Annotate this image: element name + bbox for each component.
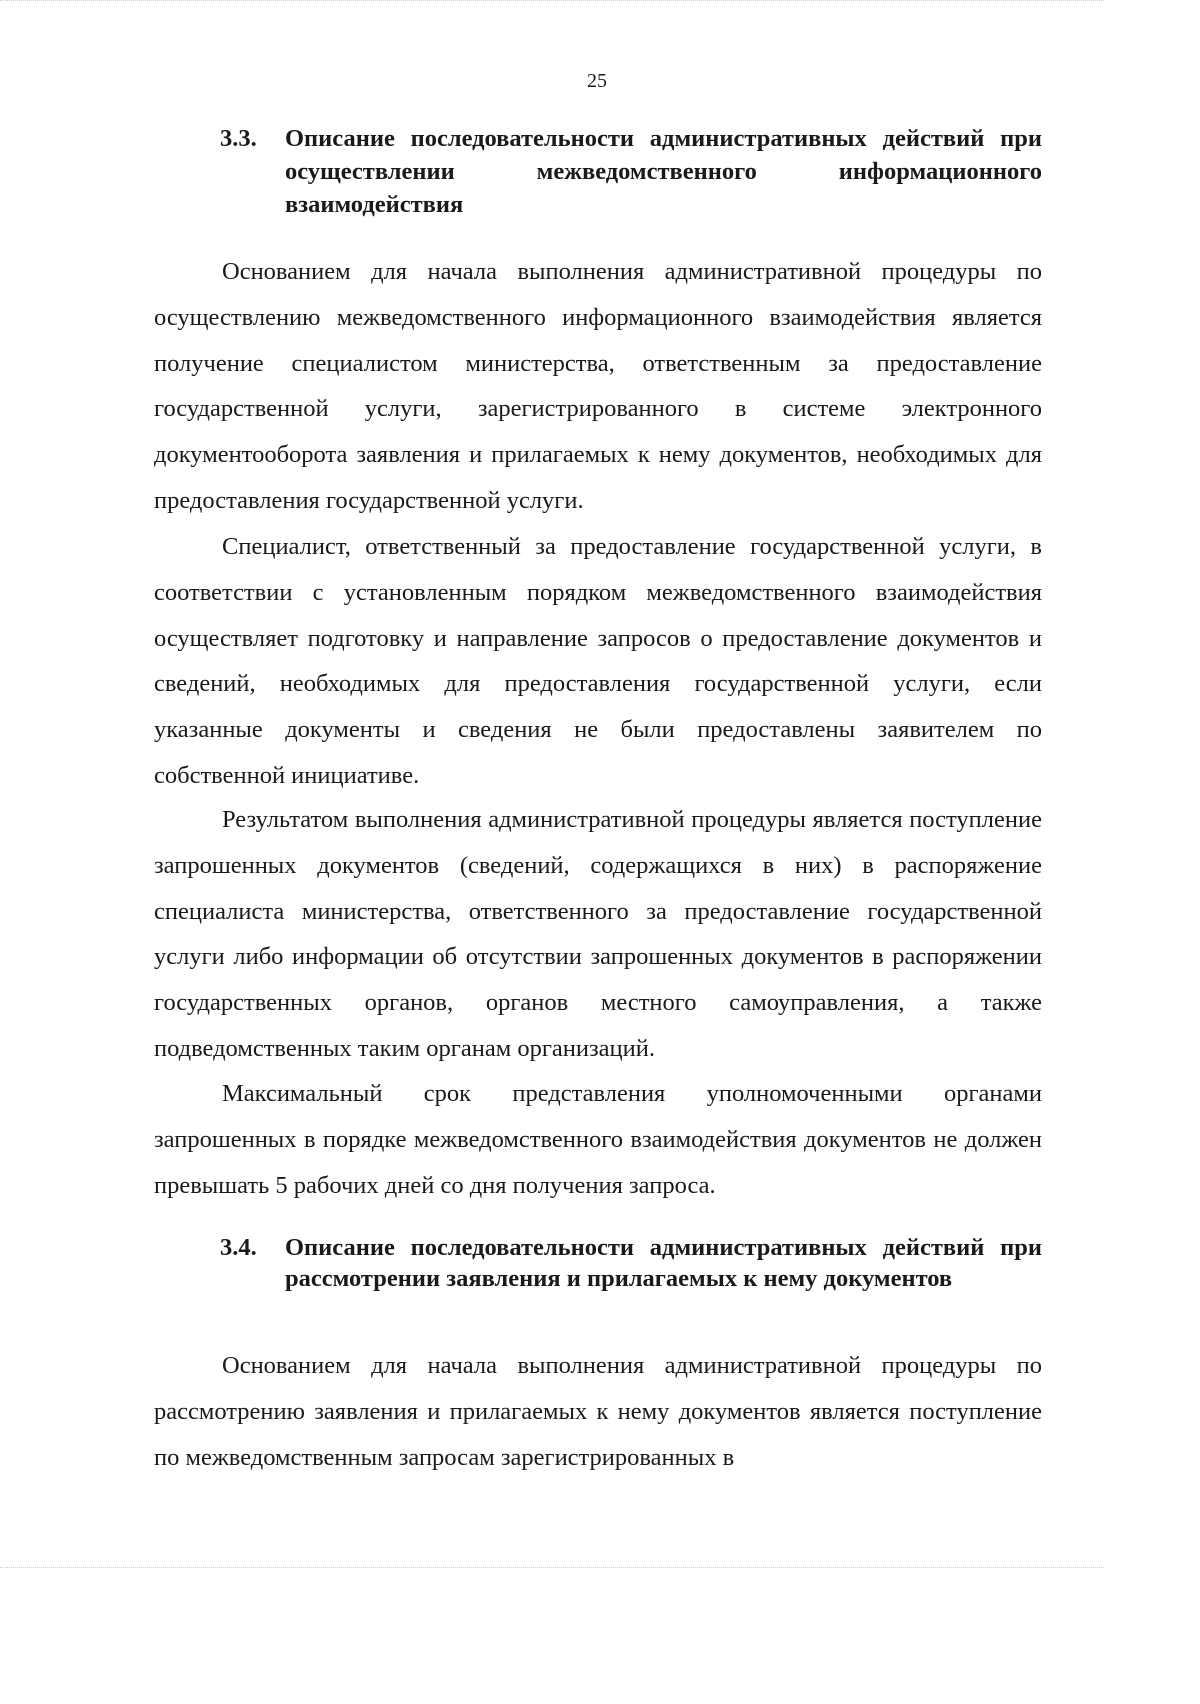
scan-edge-bottom (0, 1561, 1104, 1568)
paragraph: Основанием для начала выполнения административной процедуры по осуществлению межведомственного информационного взаимодействия является получение специалистом министерства, ответственным за предоставление государственной услуги, зарегистрированного в системе электронного документооборота заявления и прилагаемых к нему документов, необходимых для предоставления государственной услуги. (154, 258, 1042, 514)
paragraph: Результатом выполнения административной процедуры является поступление запрошенных документов (сведений, содержащихся в них) в распоряжение специалиста министерства, ответственного за предоставление государственной услуги либо информации об отсутствии запрошенных документов в распоряжении государственных органов, органов местного самоуправления, а также подведомственных таким органам организаций. (154, 806, 1042, 1062)
paragraph: Специалист, ответственный за предоставление государственной услуги, в соответствии с установленным порядком межведомственного взаимодействия осуществляет подготовку и направление запросов о предоставление документов и сведений, необходимых для предоставления государственной услуги, если указанные документы и сведения не были предоставлены заявителем по собственной инициативе. (154, 533, 1042, 789)
scan-edge-top (0, 0, 1104, 7)
section-heading-3-4 (220, 1232, 1042, 1294)
section-number: 3.3. (220, 125, 257, 152)
paragraph: Максимальный срок представления уполномоченными органами запрошенных в порядке межведомственного взаимодействия документов не должен превышать 5 рабочих дней со дня получения запроса. (154, 1080, 1042, 1199)
page-number: 25 (587, 70, 607, 92)
section-title: Описание последовательности административных действий при осуществлении межведомственного информационного взаимодействия (285, 125, 1042, 218)
section-number: 3.4. (220, 1234, 257, 1261)
paragraph: Основанием для начала выполнения административной процедуры по рассмотрению заявления и прилагаемых к нему документов является поступление по межведомственным запросам зарегистрированных в (154, 1352, 1042, 1471)
section-heading-3-3 (220, 122, 1042, 221)
section-title: Описание последовательности административных действий при рассмотрении заявления и прилагаемых к нему документов (285, 1234, 1042, 1292)
